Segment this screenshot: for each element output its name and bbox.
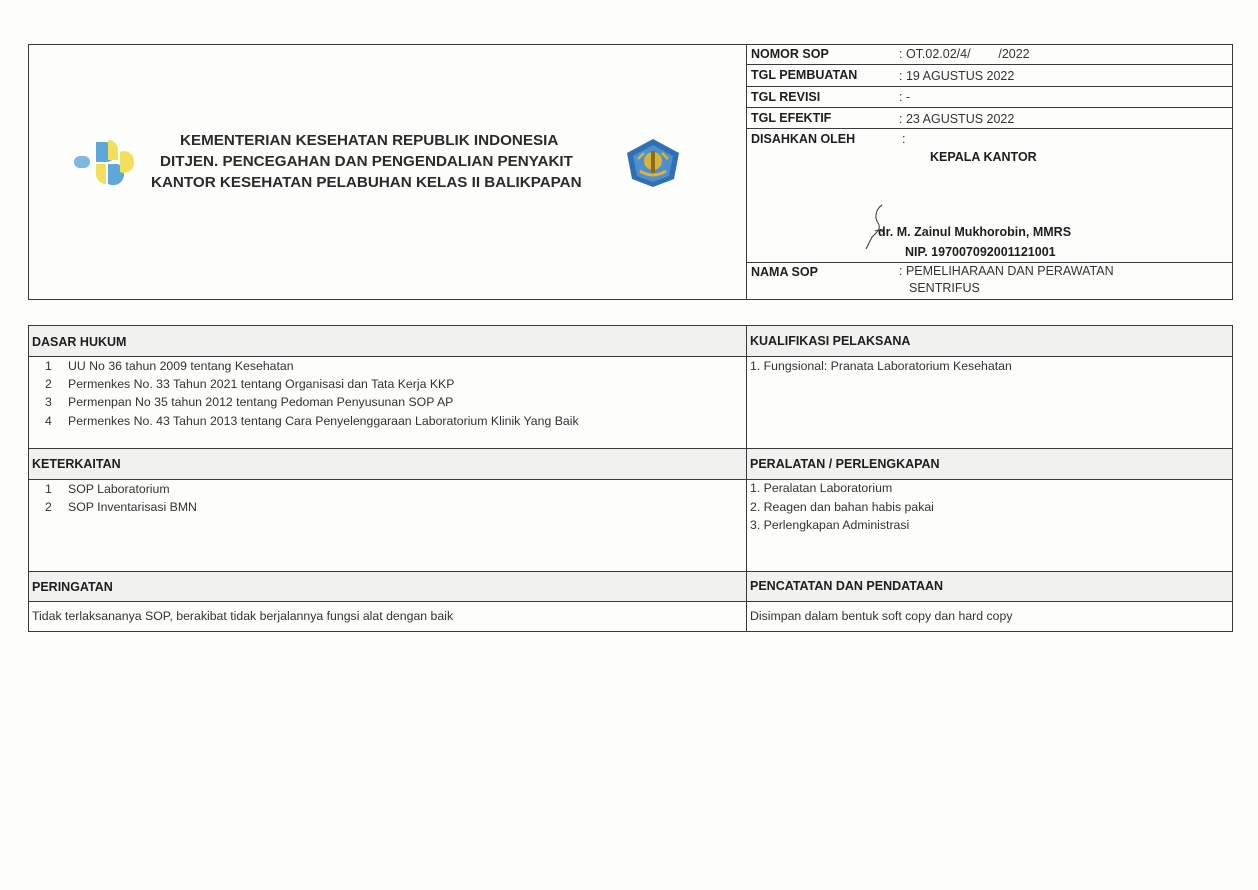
- tgl-pembuatan-label: TGL PEMBUATAN: [751, 68, 858, 82]
- body-row-line: [28, 571, 1233, 572]
- tgl-revisi-value: : -: [899, 90, 911, 104]
- dasar-hukum-num: 1: [45, 359, 52, 373]
- dasar-hukum-title: DASAR HUKUM: [32, 335, 127, 349]
- peralatan-item: 2. Reagen dan bahan habis pakai: [750, 500, 934, 514]
- disahkan-label: DISAHKAN OLEH: [751, 132, 856, 146]
- body-row-line: [28, 479, 1233, 480]
- meta-row-line: [746, 64, 1233, 65]
- org-title-line3: KANTOR KESEHATAN PELABUHAN KELAS II BALIKPAPAN: [151, 174, 582, 191]
- header-shade: [29, 326, 1232, 356]
- meta-row-line: [746, 128, 1233, 129]
- keterkaitan-item: SOP Laboratorium: [68, 482, 170, 496]
- nama-sop-label: NAMA SOP: [751, 265, 818, 279]
- dasar-hukum-num: 3: [45, 395, 52, 409]
- dasar-hukum-item: Permenpan No 35 tahun 2012 tentang Pedoman Penyusunan SOP AP: [68, 395, 454, 409]
- body-row-line: [28, 601, 1233, 602]
- meta-row-line: [746, 86, 1233, 87]
- pejabat-nip: NIP. 197007092001121001: [905, 245, 1056, 259]
- tgl-efektif-value: : 23 AGUSTUS 2022: [899, 112, 1015, 126]
- peralatan-item: 1. Peralatan Laboratorium: [750, 481, 893, 495]
- keterkaitan-num: 1: [45, 482, 52, 496]
- header-shade: [29, 572, 1232, 601]
- disahkan-colon: :: [902, 132, 906, 146]
- dasar-hukum-item: Permenkes No. 33 Tahun 2021 tentang Organisasi dan Tata Kerja KKP: [68, 377, 455, 391]
- pencatatan-title: PENCATATAN DAN PENDATAAN: [750, 579, 944, 593]
- keterkaitan-item: SOP Inventarisasi BMN: [68, 500, 197, 514]
- kualifikasi-item: 1. Fungsional: Pranata Laboratorium Kesehatan: [750, 359, 1012, 373]
- tgl-efektif-label: TGL EFEKTIF: [751, 111, 832, 125]
- nama-sop-value-line1: : PEMELIHARAAN DAN PERAWATAN: [899, 264, 1114, 278]
- org-title-line2: DITJEN. PENCEGAHAN DAN PENGENDALIAN PENYAKIT: [160, 153, 573, 170]
- peralatan-title: PERALATAN / PERLENGKAPAN: [750, 457, 940, 471]
- nomor-sop-label: NOMOR SOP: [751, 47, 829, 61]
- peralatan-item: 3. Perlengkapan Administrasi: [750, 518, 910, 532]
- body-row-line: [28, 356, 1233, 357]
- dasar-hukum-num: 4: [45, 414, 52, 428]
- keterkaitan-title: KETERKAITAN: [32, 457, 121, 471]
- kualifikasi-title: KUALIFIKASI PELAKSANA: [750, 334, 911, 348]
- dasar-hukum-item: Permenkes No. 43 Tahun 2013 tentang Cara Penyelenggaraan Laboratorium Klinik Yang Baik: [68, 414, 579, 428]
- kkp-emblem-icon: [624, 137, 682, 189]
- pejabat-name: dr. M. Zainul Mukhorobin, MMRS: [878, 225, 1072, 239]
- meta-row-line: [746, 107, 1233, 108]
- tgl-revisi-label: TGL REVISI: [751, 90, 821, 104]
- dasar-hukum-num: 2: [45, 377, 52, 391]
- header-shade: [29, 449, 1232, 479]
- tgl-pembuatan-value: : 19 AGUSTUS 2022: [899, 69, 1015, 83]
- keterkaitan-num: 2: [45, 500, 52, 514]
- body-row-line: [28, 448, 1233, 449]
- dasar-hukum-item: UU No 36 tahun 2009 tentang Kesehatan: [68, 359, 294, 373]
- peringatan-title: PERINGATAN: [32, 580, 113, 594]
- kemenkes-logo-icon: [74, 138, 136, 186]
- nama-sop-value-line2: SENTRIFUS: [909, 281, 980, 295]
- org-title-line1: KEMENTERIAN KESEHATAN REPUBLIK INDONESIA: [180, 132, 559, 149]
- nomor-sop-value: : OT.02.02/4/ /2022: [899, 47, 1030, 61]
- pencatatan-text: Disimpan dalam bentuk soft copy dan hard copy: [750, 609, 1013, 623]
- peringatan-text: Tidak terlaksananya SOP, berakibat tidak berjalannya fungsi alat dengan baik: [32, 609, 454, 623]
- jabatan-title: KEPALA KANTOR: [930, 150, 1037, 164]
